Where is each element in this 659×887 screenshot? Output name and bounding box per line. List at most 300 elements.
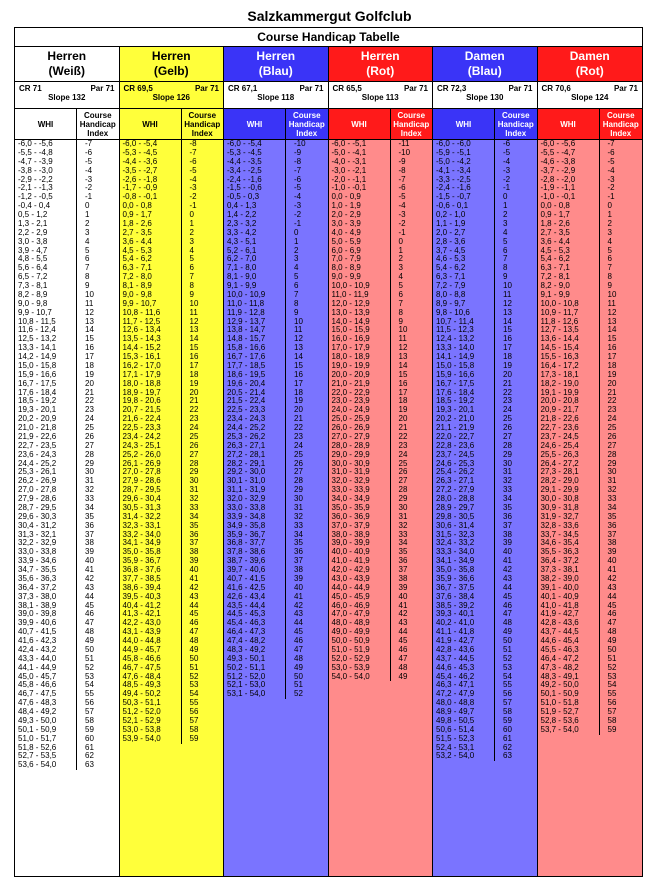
whi-range: 43,0 - 43,9 xyxy=(329,575,391,584)
slope-value: Slope 130 xyxy=(466,93,504,102)
course-handicap: 13 xyxy=(503,307,512,317)
course-handicap: 43 xyxy=(294,609,303,619)
whi-range: 20,7 - 21,5 xyxy=(120,406,182,415)
whi-range: 26,0 - 26,9 xyxy=(329,424,391,433)
course-handicap: 29 xyxy=(398,494,408,503)
whi-range: -2,9 - -2,2 xyxy=(15,176,77,185)
whi-range: 12,0 - 12,9 xyxy=(329,300,391,309)
course-handicap: 45 xyxy=(85,600,94,610)
course-handicap: 35 xyxy=(398,547,408,557)
whi-range: 12,6 - 13,4 xyxy=(120,326,182,335)
course-handicap: 10 xyxy=(85,289,94,299)
whi-range: 28,0 - 28,8 xyxy=(433,495,495,504)
course-handicap: 46 xyxy=(189,618,199,628)
course-handicap: 27 xyxy=(189,449,199,459)
whi-range: 26,3 - 27,1 xyxy=(224,442,286,451)
course-handicap: 15 xyxy=(607,334,617,344)
course-handicap: 4 xyxy=(607,236,612,246)
whi-range: 46,4 - 47,2 xyxy=(538,655,600,664)
whi-range: 0,9 - 1,7 xyxy=(538,211,600,220)
course-handicap: 5 xyxy=(398,281,403,290)
whi-range: 21,0 - 21,9 xyxy=(329,380,391,389)
whi-range: 20,5 - 21,4 xyxy=(224,389,286,398)
course-handicap: 49 xyxy=(189,644,199,654)
course-handicap: 17 xyxy=(398,387,408,397)
course-handicap: 21 xyxy=(503,378,512,388)
course-handicap: 15 xyxy=(85,334,94,344)
course-handicap: 49 xyxy=(85,636,94,645)
course-handicap: 23 xyxy=(607,405,617,415)
slope-value: Slope 113 xyxy=(361,93,399,102)
whi-range: 10,8 - 11,5 xyxy=(15,318,77,327)
course-handicap: 62 xyxy=(85,751,94,761)
course-handicap: 18 xyxy=(294,387,303,397)
whi-range: 46,0 - 46,9 xyxy=(329,602,391,611)
course-handicap: 34 xyxy=(294,529,303,539)
whi-range: 24,4 - 25,2 xyxy=(15,460,77,469)
tee-column xyxy=(15,47,120,877)
course-handicap: 1 xyxy=(607,210,612,219)
course-handicap: 28 xyxy=(85,449,94,459)
whi-range: 35,9 - 36,7 xyxy=(120,557,182,566)
whi-range: 25,3 - 26,1 xyxy=(15,468,77,477)
course-handicap: 2 xyxy=(398,254,403,264)
course-handicap: 32 xyxy=(294,511,303,521)
whi-range: 29,0 - 29,9 xyxy=(329,451,391,460)
whi-range: 16,4 - 17,2 xyxy=(538,362,600,371)
course-handicap: -4 xyxy=(294,192,302,202)
course-handicap: 1 xyxy=(294,236,299,246)
whi-range: 44,0 - 44,8 xyxy=(120,637,182,646)
whi-range: 13,0 - 13,9 xyxy=(329,309,391,318)
course-handicap: 55 xyxy=(607,689,617,699)
whi-range: 31,0 - 31,9 xyxy=(329,468,391,477)
whi-range: 24,4 - 25,2 xyxy=(224,424,286,433)
course-handicap: 39 xyxy=(85,547,94,557)
whi-range: 24,6 - 25,3 xyxy=(433,460,495,469)
course-handicap: 7 xyxy=(503,254,508,264)
whi-range: 18,0 - 18,8 xyxy=(120,380,182,389)
column-header xyxy=(15,109,119,140)
tee-header-line: (Weiß) xyxy=(48,64,85,78)
whi-range: 45,5 - 46,3 xyxy=(538,646,600,655)
course-handicap: 39 xyxy=(398,582,408,592)
whi-range: 26,3 - 27,1 xyxy=(433,477,495,486)
tee-header-line: (Gelb) xyxy=(153,64,189,78)
course-handicap: 10 xyxy=(607,289,617,299)
whi-range: 20,2 - 20,9 xyxy=(15,415,77,424)
course-handicap: 52 xyxy=(503,653,512,663)
whi-range: 6,3 - 7,1 xyxy=(120,264,182,273)
whi-range: 12,9 - 13,7 xyxy=(224,318,286,327)
whi-range: 15,5 - 16,3 xyxy=(538,353,600,362)
course-handicap: 25 xyxy=(503,414,512,424)
whi-range: 47,3 - 48,2 xyxy=(538,664,600,673)
course-handicap: -7 xyxy=(294,165,302,175)
whi-range: -2,0 - -1,1 xyxy=(329,176,391,185)
course-handicap: 7 xyxy=(398,298,403,308)
whi-range: -1,0 - -0,1 xyxy=(538,193,600,202)
whi-range: 17,1 - 17,9 xyxy=(120,371,182,380)
whi-range: 14,2 - 14,9 xyxy=(15,353,77,362)
whi-range: 34,6 - 35,4 xyxy=(538,539,600,548)
course-handicap: 47 xyxy=(189,627,199,637)
whi-range: 21,0 - 21,8 xyxy=(15,424,77,433)
whi-range: 38,1 - 38,9 xyxy=(15,602,77,611)
course-handicap: 57 xyxy=(85,707,94,716)
course-handicap: 4 xyxy=(85,236,90,246)
whi-range: 45,4 - 46,3 xyxy=(224,619,286,628)
course-handicap: -5 xyxy=(607,156,615,166)
course-handicap: 6 xyxy=(294,281,299,290)
whi-range: -6,0 - -5,4 xyxy=(224,140,286,149)
whi-range: 1,4 - 2,2 xyxy=(224,211,286,220)
course-rating xyxy=(120,82,224,109)
whi-range: 23,6 - 24,3 xyxy=(15,451,77,460)
course-handicap: -5 xyxy=(398,192,406,202)
whi-range: 14,5 - 15,4 xyxy=(538,344,600,353)
whi-range: 48,3 - 49,2 xyxy=(224,646,286,655)
course-handicap: -3 xyxy=(85,174,93,184)
course-handicap: 23 xyxy=(85,405,94,415)
whi-range: 26,4 - 27,2 xyxy=(538,460,600,469)
course-handicap: 12 xyxy=(189,316,199,326)
tee-header xyxy=(433,47,537,82)
whi-range: -5,0 - -4,1 xyxy=(329,149,391,158)
course-handicap: -3 xyxy=(294,201,302,211)
course-handicap: 35 xyxy=(189,520,199,530)
whi-range: 7,2 - 8,0 xyxy=(120,273,182,282)
course-handicap: 19 xyxy=(85,369,94,379)
course-handicap: 23 xyxy=(503,396,512,406)
whi-range: 19,8 - 20,6 xyxy=(120,397,182,406)
course-handicap: 31 xyxy=(503,467,512,477)
whi-range: 15,0 - 15,8 xyxy=(433,362,495,371)
course-handicap: 34 xyxy=(503,494,512,503)
course-handicap: 14 xyxy=(85,325,94,335)
course-handicap: -7 xyxy=(189,147,197,157)
course-handicap: -7 xyxy=(398,174,406,184)
whi-range: -5,9 - -5,1 xyxy=(433,149,495,158)
course-handicap: 49 xyxy=(294,662,303,672)
whi-range: 23,0 - 23,9 xyxy=(329,397,391,406)
whi-range: 53,6 - 54,0 xyxy=(15,761,77,770)
course-handicap: 44 xyxy=(607,591,617,601)
course-handicap: 23 xyxy=(189,414,199,424)
course-handicap: 1 xyxy=(503,201,508,211)
course-handicap: 8 xyxy=(85,272,90,282)
course-handicap: 33 xyxy=(503,485,512,495)
course-handicap: -5 xyxy=(85,156,93,166)
course-handicap: 53 xyxy=(85,671,94,681)
course-handicap: 45 xyxy=(398,636,408,645)
course-handicap: 23 xyxy=(398,440,408,450)
whi-range: -1,5 - -0,6 xyxy=(224,184,286,193)
course-handicap: 60 xyxy=(85,733,94,743)
course-handicap: 16 xyxy=(189,352,199,361)
course-handicap: -3 xyxy=(503,165,511,175)
whi-range: -1,5 - -0,7 xyxy=(433,193,495,202)
course-handicap: 17 xyxy=(294,378,303,388)
tee-header-line: Herren xyxy=(47,49,87,63)
course-handicap: 28 xyxy=(607,449,617,459)
whi-range: 51,0 - 51,7 xyxy=(15,735,77,744)
whi-range: 15,8 - 16,6 xyxy=(224,344,286,353)
course-handicap: 1 xyxy=(85,210,90,219)
table-columns xyxy=(15,47,642,877)
course-handicap: 51 xyxy=(503,644,512,654)
course-handicap: 37 xyxy=(85,529,94,539)
whi-range: 27,9 - 28,6 xyxy=(15,495,77,504)
course-handicap: 11 xyxy=(398,334,407,344)
whi-range: 34,9 - 35,8 xyxy=(224,522,286,531)
course-handicap: 63 xyxy=(85,760,94,770)
course-handicap: 34 xyxy=(607,502,617,512)
course-handicap: 29 xyxy=(294,485,303,495)
whi-range: 46,4 - 47,3 xyxy=(224,628,286,637)
tee-column xyxy=(329,47,434,877)
chi-header: Course Handicap Index xyxy=(288,110,325,138)
whi-range: 8,2 - 8,9 xyxy=(15,291,77,300)
whi-range: 31,3 - 32,1 xyxy=(15,531,77,540)
course-handicap: 42 xyxy=(503,565,512,574)
whi-range: 17,7 - 18,5 xyxy=(224,362,286,371)
course-handicap: 7 xyxy=(85,263,90,273)
whi-range: 48,0 - 48,9 xyxy=(329,619,391,628)
course-handicap: -8 xyxy=(189,139,197,148)
course-handicap: -8 xyxy=(294,156,302,166)
course-handicap: 27 xyxy=(398,476,408,486)
whi-range: 42,2 - 43,0 xyxy=(120,619,182,628)
whi-range: 51,9 - 52,7 xyxy=(538,708,600,717)
whi-range: 9,9 - 10,7 xyxy=(15,309,77,318)
slope-value: Slope 126 xyxy=(152,93,190,102)
whi-range: 54,0 - 54,0 xyxy=(329,673,391,682)
course-handicap: 14 xyxy=(294,352,303,361)
whi-range: 6,0 - 6,9 xyxy=(329,247,391,256)
course-handicap: 9 xyxy=(503,272,508,282)
whi-range: -1,2 - -0,5 xyxy=(15,193,77,202)
whi-range: 52,4 - 53,1 xyxy=(433,744,495,753)
whi-range: 7,0 - 7,9 xyxy=(329,255,391,264)
whi-range: 49,0 - 49,9 xyxy=(329,628,391,637)
course-handicap: 32 xyxy=(398,520,408,530)
whi-range: 22,7 - 23,6 xyxy=(538,424,600,433)
whi-range: 7,3 - 8,1 xyxy=(15,282,77,291)
whi-range: -4,7 - -3,9 xyxy=(15,158,77,167)
course-handicap: 37 xyxy=(398,565,408,574)
whi-range: 38,5 - 39,2 xyxy=(433,602,495,611)
course-handicap: 61 xyxy=(503,733,512,743)
whi-range: 45,0 - 45,7 xyxy=(15,673,77,682)
whi-range: 36,4 - 37,2 xyxy=(538,557,600,566)
whi-range: 17,6 - 18,4 xyxy=(433,389,495,398)
whi-range: 1,1 - 1,9 xyxy=(433,220,495,229)
course-handicap: 28 xyxy=(398,485,408,495)
course-handicap: 36 xyxy=(503,511,512,521)
tee-header-line: Damen xyxy=(569,49,610,63)
course-handicap: 2 xyxy=(85,218,90,228)
course-handicap: 63 xyxy=(503,751,512,761)
course-handicap: 32 xyxy=(85,485,94,495)
course-handicap: 12 xyxy=(294,334,303,344)
whi-range: -0,5 - 0,3 xyxy=(224,193,286,202)
whi-range: 5,2 - 6,1 xyxy=(224,247,286,256)
whi-range: 3,0 - 3,9 xyxy=(329,220,391,229)
whi-range: 36,4 - 37,2 xyxy=(15,584,77,593)
course-handicap: 10 xyxy=(398,325,408,335)
whi-range: 47,6 - 48,3 xyxy=(15,699,77,708)
whi-range: 36,8 - 37,6 xyxy=(120,566,182,575)
course-handicap: 57 xyxy=(607,707,617,716)
whi-range: 26,1 - 26,9 xyxy=(120,460,182,469)
whi-range: 6,3 - 7,1 xyxy=(433,273,495,282)
whi-range: 33,0 - 33,8 xyxy=(224,504,286,513)
whi-range: 10,0 - 10,9 xyxy=(224,291,286,300)
whi-range: -6,0 - -5,6 xyxy=(15,140,77,149)
whi-range: 19,1 - 19,9 xyxy=(538,389,600,398)
table-subtitle: Course Handicap Tabelle xyxy=(15,28,642,47)
whi-range: 28,2 - 29,0 xyxy=(538,477,600,486)
whi-range: -3,5 - -2,7 xyxy=(120,167,182,176)
whi-range: 6,5 - 7,2 xyxy=(15,273,77,282)
whi-header: WHI xyxy=(120,109,182,139)
course-handicap: 30 xyxy=(189,476,199,486)
course-handicap: 37 xyxy=(189,538,199,548)
course-handicap: 59 xyxy=(503,715,512,725)
whi-range: 42,8 - 43,6 xyxy=(433,646,495,655)
whi-range: 53,0 - 53,9 xyxy=(329,664,391,673)
course-handicap: 30 xyxy=(607,467,617,477)
course-handicap: 26 xyxy=(607,431,617,441)
whi-range: 33,0 - 33,9 xyxy=(329,486,391,495)
course-handicap: -4 xyxy=(189,174,197,184)
whi-range: 47,6 - 48,4 xyxy=(120,673,182,682)
course-handicap: 58 xyxy=(607,715,617,725)
course-handicap: 38 xyxy=(85,538,94,548)
whi-range: 30,4 - 31,2 xyxy=(15,522,77,531)
course-handicap: 20 xyxy=(503,369,512,379)
course-handicap: 3 xyxy=(607,227,612,237)
course-handicap: 26 xyxy=(85,431,94,441)
whi-range: 5,4 - 6,2 xyxy=(433,264,495,273)
course-handicap: 6 xyxy=(85,254,90,264)
whi-range: 53,9 - 54,0 xyxy=(120,735,182,744)
course-handicap: 17 xyxy=(189,360,199,370)
whi-range: 47,0 - 47,9 xyxy=(329,610,391,619)
whi-range: 50,1 - 50,9 xyxy=(538,690,600,699)
whi-range: 32,8 - 33,6 xyxy=(538,522,600,531)
course-handicap: 48 xyxy=(189,636,199,645)
course-handicap: 52 xyxy=(294,689,303,699)
whi-header: WHI xyxy=(433,109,495,139)
tee-column xyxy=(120,47,225,877)
course-handicap: -1 xyxy=(607,192,615,202)
course-handicap: 52 xyxy=(85,662,94,672)
chi-header: Course Handicap Index xyxy=(184,110,221,138)
whi-range: 52,7 - 53,5 xyxy=(15,752,77,761)
whi-range: 53,0 - 53,8 xyxy=(120,726,182,735)
whi-range: 44,1 - 44,9 xyxy=(15,664,77,673)
course-handicap: 59 xyxy=(85,724,94,734)
whi-range: 39,0 - 39,8 xyxy=(15,610,77,619)
tee-column xyxy=(224,47,329,877)
whi-range: 11,7 - 12,5 xyxy=(120,318,182,327)
whi-range: 53,7 - 54,0 xyxy=(538,726,600,735)
course-handicap: 50 xyxy=(607,644,617,654)
whi-range: 39,7 - 40,6 xyxy=(224,566,286,575)
whi-range: 51,2 - 52,0 xyxy=(120,708,182,717)
whi-range: 33,9 - 34,8 xyxy=(224,513,286,522)
course-handicap: 8 xyxy=(503,263,508,273)
whi-range: -3,3 - -2,5 xyxy=(433,176,495,185)
course-handicap: -2 xyxy=(503,174,511,184)
course-handicap: 25 xyxy=(294,449,303,459)
chi-header: Course Handicap Index xyxy=(497,110,534,138)
whi-range: 25,3 - 26,2 xyxy=(224,433,286,442)
tee-column xyxy=(433,47,538,877)
whi-range: 29,8 - 30,5 xyxy=(433,513,495,522)
whi-range: -0,4 - 0,4 xyxy=(15,202,77,211)
whi-range: 41,9 - 42,7 xyxy=(538,610,600,619)
course-handicap: -2 xyxy=(607,183,615,193)
whi-range: 37,6 - 38,4 xyxy=(433,593,495,602)
course-handicap: 22 xyxy=(85,396,94,406)
course-handicap: -4 xyxy=(607,165,615,175)
course-handicap: 30 xyxy=(398,502,408,512)
whi-range: 20,2 - 21,0 xyxy=(433,415,495,424)
whi-range: 10,8 - 11,6 xyxy=(120,309,182,318)
table-row xyxy=(538,726,643,735)
whi-range: 35,0 - 35,8 xyxy=(433,566,495,575)
course-handicap: -2 xyxy=(398,218,406,228)
whi-range: 19,0 - 19,9 xyxy=(329,362,391,371)
course-handicap: 37 xyxy=(607,529,617,539)
whi-range: 32,0 - 32,9 xyxy=(224,495,286,504)
course-handicap: 36 xyxy=(398,556,408,566)
course-handicap: 42 xyxy=(607,573,617,583)
whi-range: -3,8 - -3,0 xyxy=(15,167,77,176)
course-handicap: 9 xyxy=(398,316,403,326)
whi-range: 48,5 - 49,3 xyxy=(120,681,182,690)
whi-range: 3,6 - 4,4 xyxy=(120,238,182,247)
course-handicap: 41 xyxy=(85,565,94,574)
course-handicap: 21 xyxy=(85,387,94,397)
whi-range: 13,6 - 14,4 xyxy=(538,335,600,344)
course-handicap: 38 xyxy=(607,538,617,548)
whi-range: -4,4 - -3,6 xyxy=(120,158,182,167)
whi-range: 25,0 - 25,9 xyxy=(329,415,391,424)
whi-range: 4,5 - 5,3 xyxy=(120,247,182,256)
course-handicap: 10 xyxy=(503,281,512,290)
course-handicap: 31 xyxy=(294,502,303,512)
course-handicap: 56 xyxy=(503,689,512,699)
course-handicap: 10 xyxy=(294,316,303,326)
course-handicap: 10 xyxy=(189,298,199,308)
par-value: Par 71 xyxy=(508,84,533,93)
course-handicap: -9 xyxy=(398,156,406,166)
whi-range: 50,6 - 51,4 xyxy=(433,726,495,735)
whi-range: 29,6 - 30,4 xyxy=(120,495,182,504)
whi-range: 7,2 - 8,1 xyxy=(538,273,600,282)
whi-range: 37,0 - 37,9 xyxy=(329,522,391,531)
whi-range: 0,4 - 1,3 xyxy=(224,202,286,211)
course-handicap: 43 xyxy=(85,582,94,592)
whi-range: 9,1 - 9,9 xyxy=(538,291,600,300)
course-handicap: 0 xyxy=(398,236,403,246)
whi-range: -2,4 - -1,6 xyxy=(433,184,495,193)
whi-range: 15,0 - 15,8 xyxy=(15,362,77,371)
